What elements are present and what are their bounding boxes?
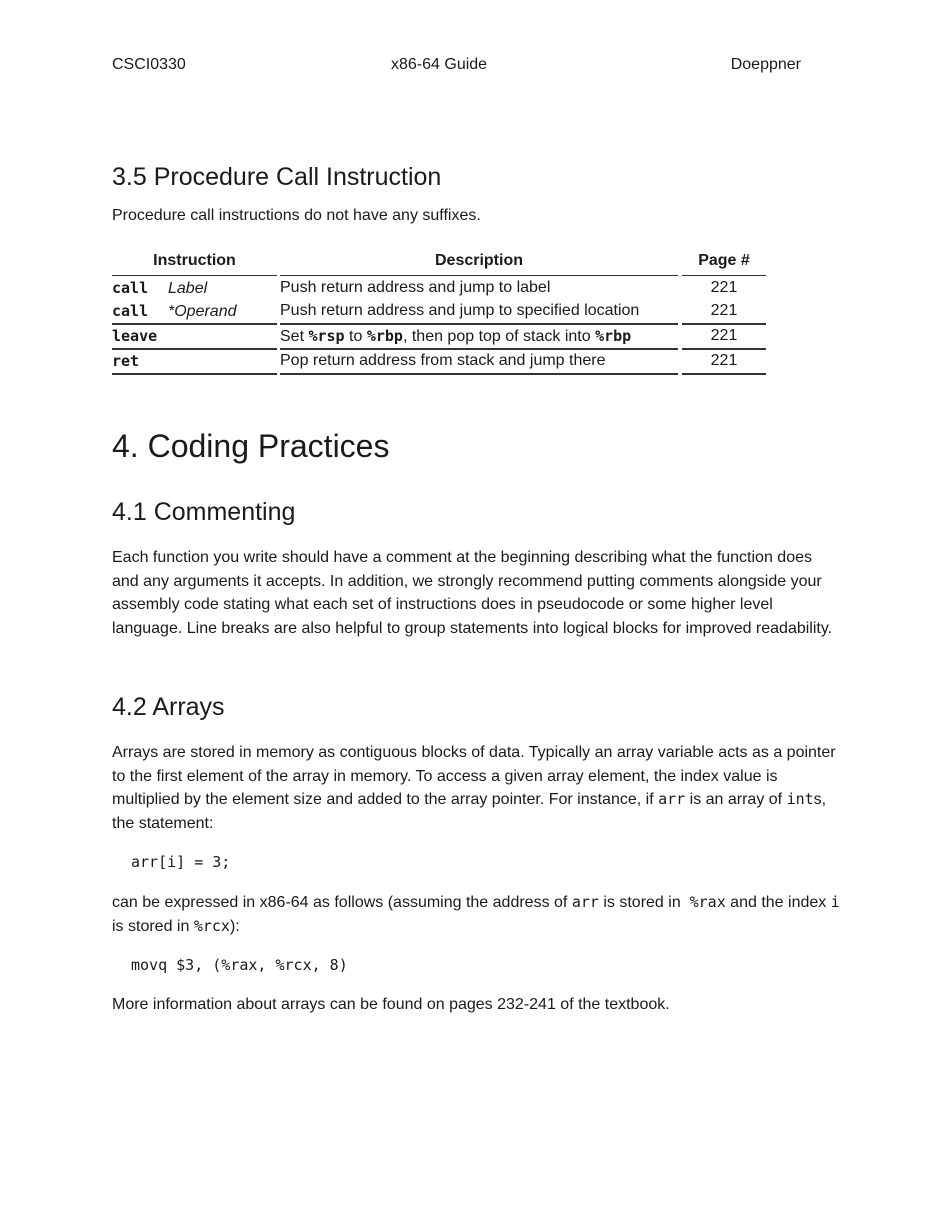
instruction-keyword: ret (112, 352, 140, 370)
section-4-2-paragraph-3: More information about arrays can be found on pages 232-241 of the textbook. (112, 996, 670, 1013)
section-4-2-paragraph-2: can be expressed in x86-64 as follows (assuming the address of arr is stored in %rax and the index i is stored in %rcx): (112, 893, 840, 935)
inline-code-arr: arr (658, 790, 686, 808)
section-4-2-paragraph-1: Arrays are stored in memory as contiguous blocks of data. Typically an array variable acts as a pointer to the first element of the array in memory. To access a given array element, the index value is multiplied by the element size and added to the array pointer. For instance, if arr is an array of ints, the statement: (112, 744, 836, 832)
section-4-1-heading: 4.1 Commenting (112, 498, 296, 526)
register-rbp: %rbp (595, 327, 632, 345)
instruction-description: Push return address and jump to specified location (280, 299, 678, 325)
instruction-page: 221 (682, 275, 766, 300)
inline-code-i: i (830, 893, 840, 911)
instruction-description: Set %rsp to %rbp, then pop top of stack into %rbp (280, 324, 678, 350)
section-3-5-heading: 3.5 Procedure Call Instruction (112, 163, 442, 191)
instruction-description: Push return address and jump to label (280, 275, 678, 300)
instruction-description: Pop return address from stack and jump there (280, 349, 678, 375)
page-header (112, 56, 801, 78)
table-row (112, 324, 766, 348)
table-row (112, 299, 766, 323)
code-block-assembly: movq $3, (%rax, %rcx, 8) (131, 956, 348, 974)
section-4-1-body: Each function you write should have a comment at the beginning describing what the function does and any arguments it accepts. In addition, we strongly recommend putting comments alongside your assembly code stating what each set of instructions does in pseudocode or some higher level language. Line breaks are also helpful to group statements into logical blocks for improved readability. (112, 549, 833, 637)
header-author: Doeppner (730, 56, 801, 73)
table-header-page: Page # (698, 252, 750, 269)
instruction-operand: *Operand (168, 303, 237, 320)
table-row (112, 349, 766, 373)
register-rbp: %rbp (366, 327, 403, 345)
header-title: x86-64 Guide (391, 56, 488, 73)
instruction-page: 221 (682, 324, 766, 350)
instruction-keyword: call (112, 302, 149, 320)
table-row (112, 275, 766, 299)
register-rsp: %rsp (308, 327, 345, 345)
table-header-instruction: Instruction (153, 252, 236, 269)
section-3-5-intro: Procedure call instructions do not have any suffixes. (112, 207, 481, 224)
instruction-page: 221 (682, 299, 766, 325)
section-4-2-heading: 4.2 Arrays (112, 693, 225, 721)
instruction-keyword: leave (112, 327, 158, 345)
table-header-row (112, 252, 766, 276)
inline-code-rax: %rax (689, 893, 726, 911)
inline-code-arr: arr (571, 893, 599, 911)
inline-code-int: int (786, 790, 814, 808)
code-block-c-statement: arr[i] = 3; (131, 853, 231, 871)
instruction-keyword: call (112, 279, 149, 297)
inline-code-rcx: %rcx (193, 916, 230, 935)
instruction-operand: Label (168, 280, 208, 297)
instruction-page: 221 (682, 349, 766, 375)
table-header-description: Description (434, 252, 523, 269)
header-course: CSCI0330 (112, 56, 186, 73)
section-4-heading: 4. Coding Practices (112, 428, 390, 464)
